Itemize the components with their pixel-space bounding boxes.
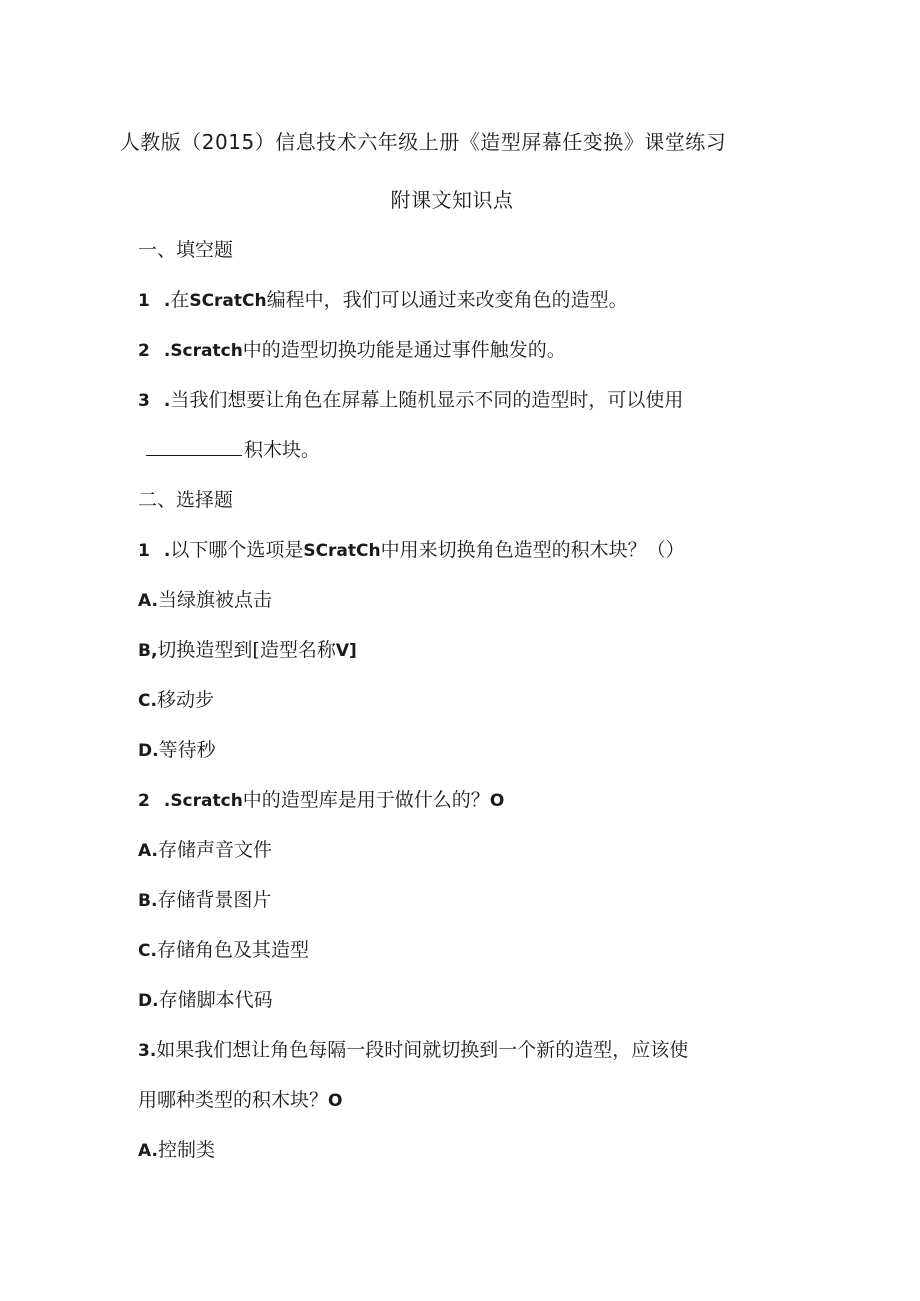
option-text: 存储脚本代码 — [158, 989, 273, 1011]
fill-question-3-continuation — [138, 437, 320, 463]
option-letter: D. — [138, 991, 159, 1011]
option-a — [138, 587, 272, 614]
option-letter: D. — [138, 741, 159, 761]
option-text: 存储声音文件 — [157, 839, 272, 861]
option-text: 切换造型到[造型名称 — [157, 639, 336, 661]
question-number: 2 — [138, 791, 150, 811]
question-number: 3. — [138, 1041, 157, 1061]
question-latin: SCratCh — [189, 291, 267, 311]
option-c — [138, 687, 214, 714]
question-number: 3 — [138, 391, 150, 411]
option-a — [138, 837, 272, 864]
section-heading-fill-blank: 一、填空题 — [138, 239, 234, 261]
question-text: 在 — [170, 289, 190, 311]
question-text: 用哪种类型的积木块？ — [138, 1089, 329, 1111]
document-subtitle: 附课文知识点 — [390, 188, 514, 212]
question-text: 积木块。 — [244, 439, 321, 461]
question-latin: Scratch — [170, 341, 243, 361]
section-heading-multiple-choice: 二、选择题 — [138, 489, 234, 511]
choice-question-3 — [138, 1037, 688, 1064]
option-letter: A. — [138, 591, 158, 611]
question-tail: O — [328, 1091, 343, 1111]
fill-question-1 — [138, 287, 628, 314]
option-text: 控制类 — [157, 1139, 215, 1161]
option-b — [138, 637, 357, 664]
question-latin: Scratch — [170, 791, 243, 811]
question-text: 编程中，我们可以通过来改变角色的造型。 — [266, 289, 628, 311]
question-number: 1 — [138, 541, 150, 561]
question-dot: . — [163, 391, 171, 411]
option-letter: B, — [138, 641, 158, 661]
option-letter: C. — [138, 941, 157, 961]
question-tail: O — [489, 791, 505, 811]
question-latin: SCratCh — [303, 541, 381, 561]
option-b — [138, 887, 271, 914]
option-c — [138, 937, 309, 964]
question-dot: . — [163, 341, 171, 361]
option-text: 当绿旗被点击 — [157, 589, 272, 611]
question-number: 1 — [138, 291, 150, 311]
question-dot: . — [163, 541, 171, 561]
question-text: 当我们想要让角色在屏幕上随机显示不同的造型时，可以使用 — [170, 389, 684, 411]
choice-question-2 — [138, 787, 504, 814]
option-text: 存储角色及其造型 — [156, 939, 309, 961]
question-text: 中的造型切换功能是通过事件触发的。 — [242, 339, 566, 361]
question-text: 以下哪个选项是 — [170, 539, 304, 561]
answer-blank — [146, 437, 242, 456]
option-a — [138, 1137, 215, 1164]
option-letter: A. — [138, 841, 158, 861]
option-text: 移动步 — [156, 689, 214, 711]
question-text: 中用来切换角色造型的积木块？（） — [380, 539, 685, 561]
option-letter: A. — [138, 1141, 158, 1161]
question-text: 中的造型库是用于做什么的？ — [242, 789, 490, 811]
fill-question-3 — [138, 387, 683, 414]
option-text: 存储背景图片 — [157, 889, 272, 911]
option-tail: V] — [335, 641, 357, 661]
document-title: 人教版（2015）信息技术六年级上册《造型屏幕任变换》课堂练习 — [119, 130, 727, 154]
option-text: 等待秒 — [158, 739, 216, 761]
question-dot: . — [163, 291, 171, 311]
option-d — [138, 737, 216, 764]
question-text: 如果我们想让角色每隔一段时间就切换到一个新的造型，应该使 — [156, 1039, 689, 1061]
option-d — [138, 987, 273, 1014]
option-letter: C. — [138, 691, 157, 711]
choice-question-3-continuation — [138, 1087, 342, 1114]
question-dot: . — [163, 791, 171, 811]
choice-question-1 — [138, 537, 685, 564]
option-letter: B. — [138, 891, 158, 911]
question-number: 2 — [138, 341, 150, 361]
fill-question-2 — [138, 337, 566, 364]
